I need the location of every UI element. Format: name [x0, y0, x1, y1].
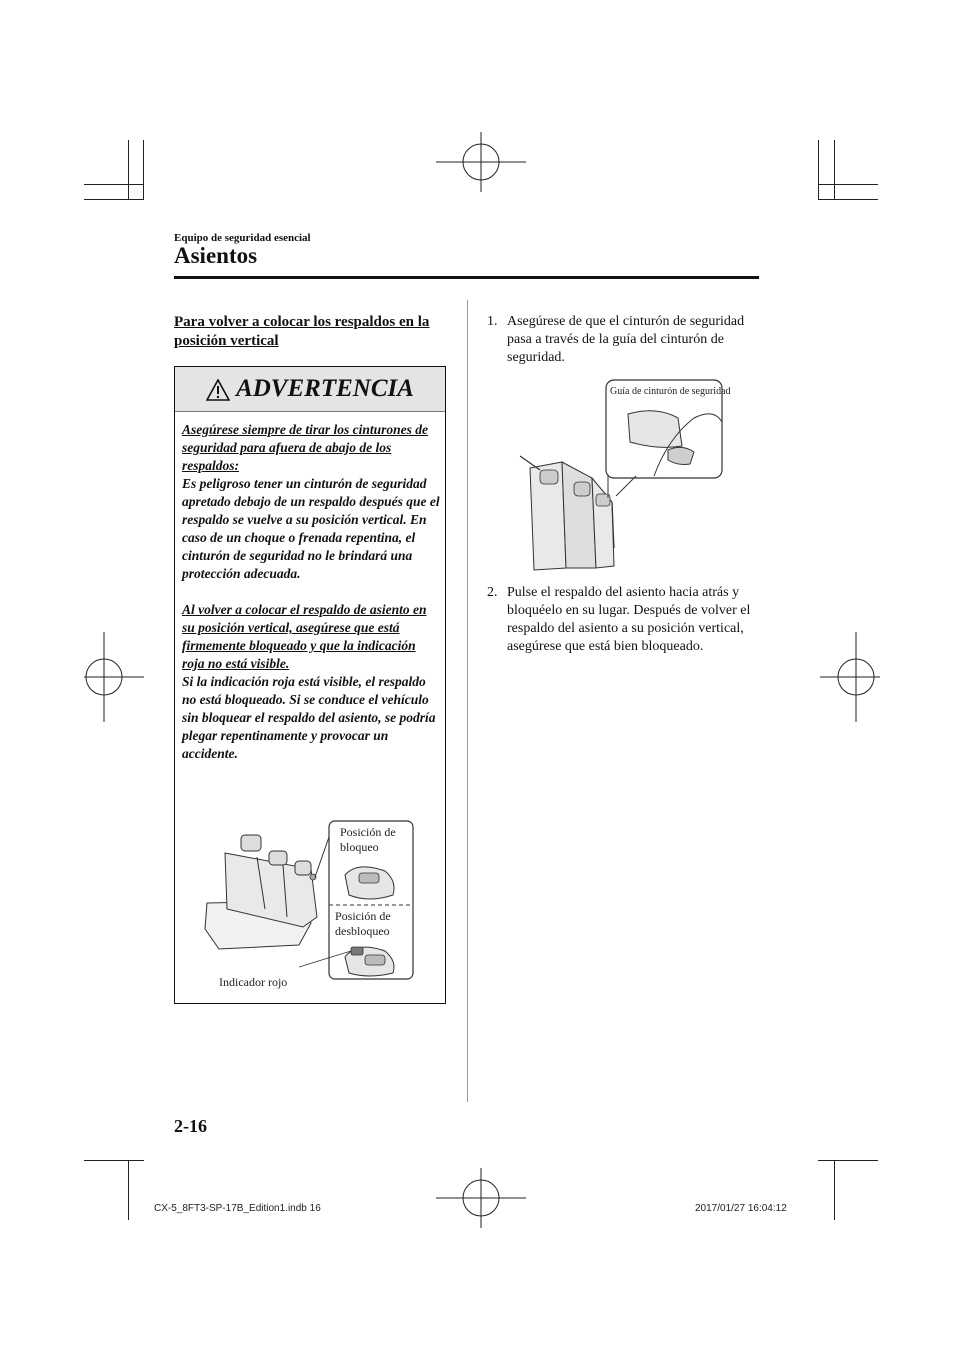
warning-header	[175, 367, 445, 412]
subheading: Para volver a colocar los respaldos en la posición vertical	[174, 314, 430, 349]
file-info: CX-5_8FT3-SP-17B_Edition1.indb 16	[154, 1203, 321, 1214]
header-rule	[174, 276, 759, 279]
step-text: Pulse el respaldo del asiento hacia atrás y bloquéelo en su lugar. Después de volver el respaldo del asiento a su posición vertical, asegúrese que está bien bloqueado.	[507, 585, 751, 654]
registration-mark-left	[84, 632, 144, 722]
step-number: 1.	[487, 314, 498, 329]
warning-box	[174, 366, 446, 1004]
print-timestamp: 2017/01/27 16:04:12	[695, 1203, 787, 1214]
registration-mark-top	[436, 132, 526, 192]
step-text: Asegúrese de que el cinturón de seguridad pasa a través de la guía del cinturón de seguridad.	[507, 314, 745, 365]
label-red-indicator: Indicador rojo	[219, 975, 288, 989]
belt-guide-illustration	[518, 378, 724, 574]
chapter-title: Asientos	[174, 243, 258, 268]
step-1	[487, 313, 759, 373]
warning-para2-emphasis: Al volver a colocar el respaldo de asiento en su posición vertical, asegúrese que está firmemente bloqueado y que la indicación roja no está visible.	[182, 602, 427, 671]
section-title: Equipo de seguridad esencial	[174, 232, 311, 244]
step-number: 2.	[487, 585, 498, 600]
label-lock-position: Posición de bloqueo	[340, 825, 396, 854]
registration-mark-bottom	[436, 1168, 526, 1228]
warning-para1-emphasis: Asegúrese siempre de tirar los cinturones de seguridad para afuera de abajo de los respaldos:	[182, 422, 429, 473]
registration-mark-right	[820, 632, 880, 722]
label-belt-guide: Guía de cinturón de seguridad	[610, 386, 731, 397]
warning-para2-body: Si la indicación roja está visible, el respaldo no está bloqueado. Si se conduce el vehículo sin bloquear el respaldo del asiento, se podría plegar repentinamente y provocar un accidente.	[182, 674, 436, 761]
warning-para1-body: Es peligroso tener un cinturón de seguridad apretado debajo de un respaldo después que el respaldo se vuelve a su posición vertical. En caso de un choque o frenada repentina, el cinturón de seguridad no le brindará una protección adecuada.	[182, 476, 440, 581]
warning-title: ADVERTENCIA	[236, 375, 414, 402]
step-2	[487, 584, 759, 664]
warning-text	[182, 421, 440, 763]
column-divider	[467, 300, 468, 1102]
warning-triangle-icon	[206, 379, 230, 401]
page-number: 2-16	[174, 1116, 207, 1136]
label-unlock-position: Posición de desbloqueo	[335, 909, 391, 938]
